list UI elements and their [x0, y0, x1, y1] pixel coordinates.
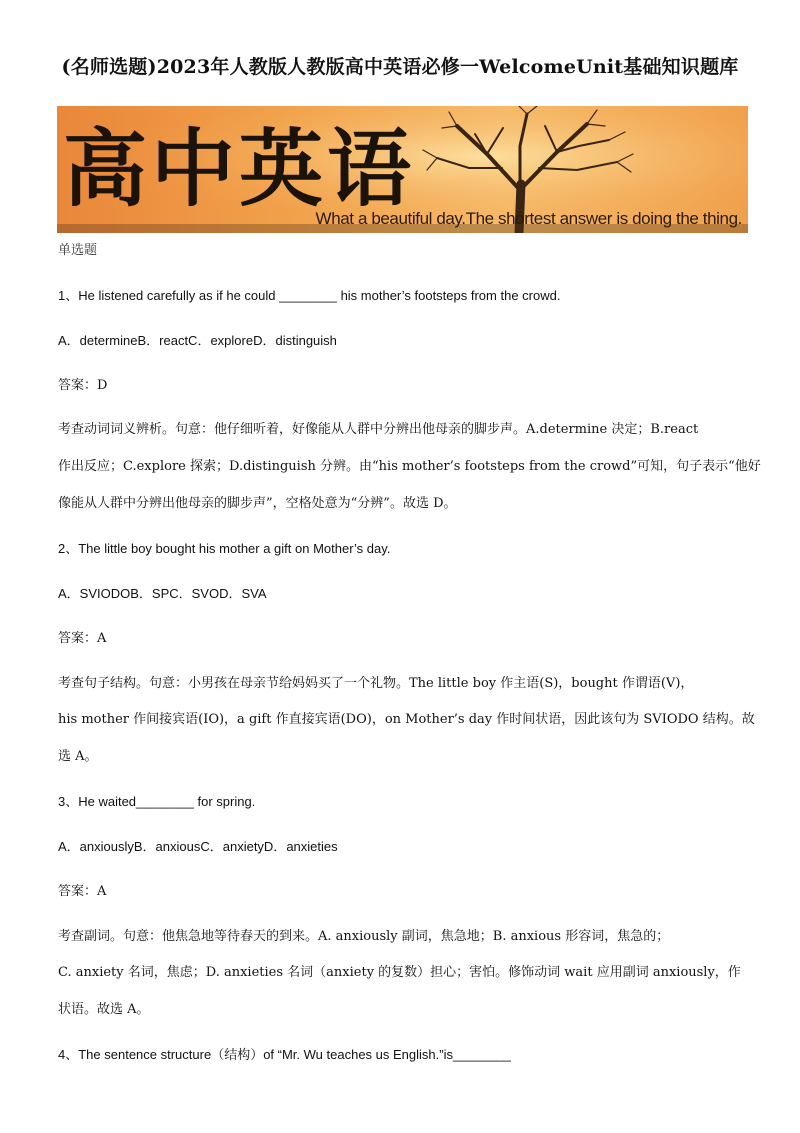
banner-image [57, 106, 748, 233]
question-1-explanation-line-3: 像能从人群中分辨出他母亲的脚步声”，空格处意为“分辨”。故选 D。 [58, 496, 457, 511]
question-1-options: A．determineB．reactC．exploreD．distinguish [58, 333, 337, 348]
question-4-stem: 4、The sentence structure（结构）of “Mr. Wu teaches us English.”is________ [58, 1047, 511, 1062]
question-2-explanation-line-2: his mother 作间接宾语(IO)，a gift 作直接宾语(DO)，on Mother’s day 作时间状语，因此该句为 SVIODO 结构。故 [58, 712, 755, 727]
section-heading: 单选题 [58, 243, 98, 258]
question-3-stem: 3、He waited________ for spring. [58, 794, 256, 809]
question-2-explanation-line-1: 考查句子结构。句意：小男孩在母亲节给妈妈买了一个礼物。The little boy 作主语(S)，bought 作谓语(V)， [58, 676, 694, 691]
question-2-answer: 答案：A [58, 631, 107, 646]
banner-slogan: What a beautiful day.The shortest answer is doing the thing. [315, 209, 742, 228]
document-title: (名师选题)2023年人教版人教版高中英语必修一WelcomeUnit基础知识题库 [61, 56, 739, 78]
question-3-answer: 答案：A [58, 884, 107, 899]
question-3-explanation-line-2: C. anxiety 名词，焦虑；D. anxieties 名词（anxiety 的复数）担心；害怕。修饰动词 wait 应用副词 anxiously，作 [58, 965, 741, 980]
banner-heading: 高中英语 [63, 119, 416, 218]
question-3-options: A．anxiouslyB．anxiousC．anxietyD．anxieties [58, 839, 338, 854]
question-3-explanation-line-1: 考查副词。句意：他焦急地等待春天的到来。A. anxiously 副词，焦急地；B. anxious 形容词，焦急的； [58, 929, 670, 944]
question-2-explanation-line-3: 选 A。 [58, 749, 98, 764]
question-1-explanation-line-2: 作出反应；C.explore 探索；D.distinguish 分辨。由“his mother’s footsteps from the crowd”可知，句子表示“他好 [58, 459, 761, 474]
question-2-stem: 2、The little boy bought his mother a gift on Mother’s day. [58, 541, 391, 556]
question-2-options: A．SVIODOB．SPC．SVOD．SVA [58, 586, 267, 601]
question-1-stem: 1、He listened carefully as if he could ________ his mother’s footsteps from the crowd. [58, 288, 561, 303]
question-1-explanation-line-1: 考查动词词义辨析。句意：他仔细听着，好像能从人群中分辨出他母亲的脚步声。A.determine 决定；B.react [58, 422, 699, 437]
question-1-answer: 答案：D [58, 378, 108, 393]
question-3-explanation-line-3: 状语。故选 A。 [58, 1002, 150, 1017]
